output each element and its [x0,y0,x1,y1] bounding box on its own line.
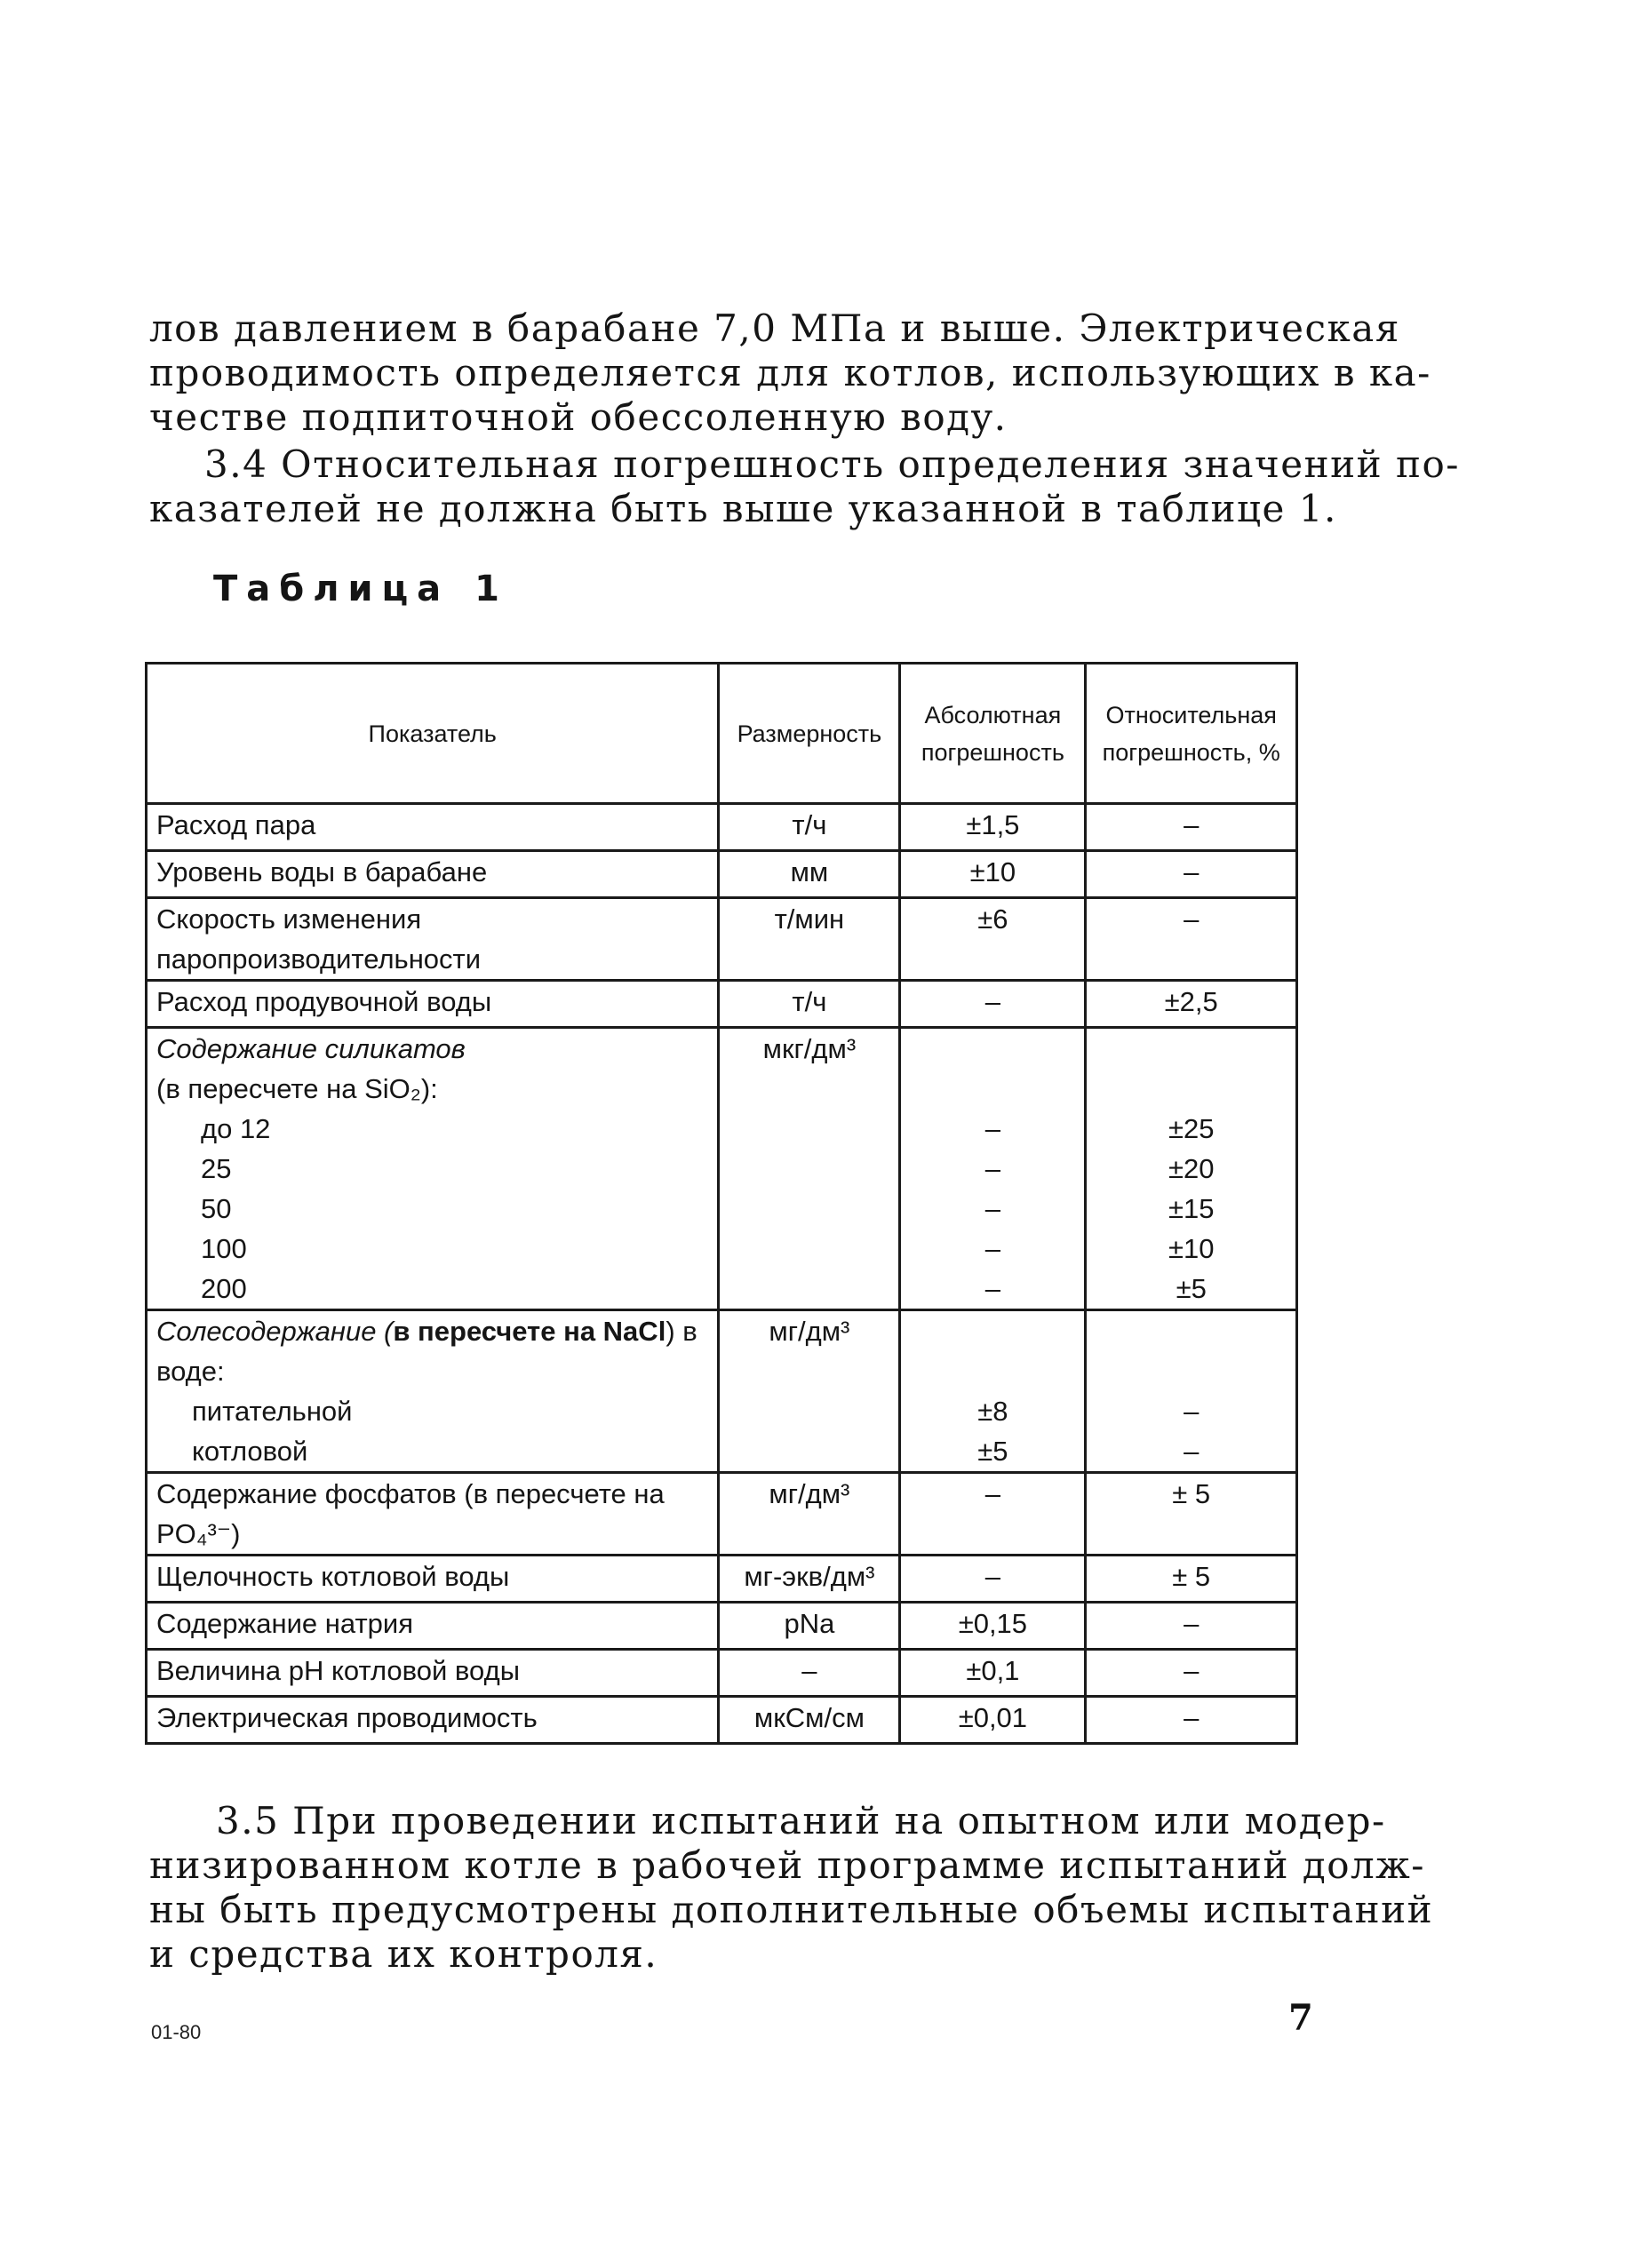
cell-abs: ±0,01 [900,1697,1086,1744]
table-row [147,1028,1297,1310]
indicator-text: Солесодержание ( [156,1316,394,1347]
cell-indicator [147,1473,719,1556]
indicator-line: паропроизводительности [156,943,482,975]
cell-abs: – [900,1473,1086,1556]
cell-unit: – [719,1650,900,1697]
cell-unit: мм [719,851,900,898]
cell-unit: мг/дм³ [719,1473,900,1556]
indicator-line: (в пересчете на SiO₂): [156,1073,438,1104]
table-header-row [147,664,1297,804]
text-line: проводимость определяется для котлов, использующих в ка- [149,351,1431,394]
sub-item-label: 50 [201,1193,232,1224]
indicator-line: Содержание силикатов [156,1033,466,1064]
cell-indicator [147,1028,719,1310]
table-caption-word: Таблица [213,569,450,609]
cell-unit: т/ч [719,981,900,1028]
indicator-text: ) в [666,1316,697,1347]
cell-rel: – [1086,1650,1297,1697]
cell-rel [1086,1310,1297,1473]
sub-item-label: до 12 [201,1113,271,1144]
cell-indicator: Щелочность котловой воды [147,1556,719,1603]
header-relative-error: Относительная погрешность, % [1086,664,1297,804]
cell-rel: ± 5 [1086,1473,1297,1556]
table-row [147,1310,1297,1473]
cell-abs [900,1310,1086,1473]
cell-rel: ±2,5 [1086,981,1297,1028]
sub-abs: – [984,1193,1000,1224]
header-absolute-error: Абсолютная погрешность [900,664,1086,804]
cell-rel: – [1086,804,1297,851]
sub-item-label: котловой [192,1436,308,1467]
table-row [147,981,1297,1028]
cell-rel: – [1086,898,1297,981]
text-line: лов давлением в барабане 7,0 МПа и выше. Электрическая [149,306,1400,350]
text-line: 3.4 Относительная погрешность определения значений по- [204,442,1460,486]
sub-rel: ±20 [1168,1153,1215,1184]
sub-rel: ±10 [1168,1233,1215,1264]
table-row [147,851,1297,898]
section-3-4-paragraph [149,442,1460,531]
document-code: 01-80 [151,2021,202,2043]
cell-abs: – [900,1556,1086,1603]
cell-unit: pNa [719,1603,900,1650]
sub-abs: – [984,1273,1000,1304]
sub-item-label: 25 [201,1153,232,1184]
cell-abs: ±1,5 [900,804,1086,851]
indicator-line: Скорость изменения [156,903,422,935]
text-line: и средства их контроля. [149,1932,658,1976]
section-3-5-paragraph [149,1799,1433,1977]
cell-indicator: Расход продувочной воды [147,981,719,1028]
text-line: низированном котле в рабочей программе испытаний долж- [149,1843,1425,1887]
cell-abs: ±10 [900,851,1086,898]
table-row [147,1650,1297,1697]
sub-rel: ±25 [1168,1113,1215,1144]
table-caption-number: 1 [474,569,509,609]
cell-rel [1086,1028,1297,1310]
cell-abs [900,1028,1086,1310]
text-line: казателей не должна быть выше указанной в таблице 1. [149,487,1337,530]
cell-abs: ±0,1 [900,1650,1086,1697]
intro-paragraph [149,306,1431,440]
table-row [147,1473,1297,1556]
indicator-line [156,1311,708,1351]
indicator-line: Содержание фосфатов (в пересчете на [156,1478,665,1509]
sub-item-label: питательной [192,1396,353,1427]
cell-unit: т/ч [719,804,900,851]
header-indicator: Показатель [147,664,719,804]
sub-item-label: 100 [201,1233,247,1264]
cell-unit: мг/дм³ [719,1310,900,1473]
sub-rel: ±15 [1168,1193,1215,1224]
sub-abs: ±5 [977,1436,1008,1467]
page-number: 7 [1288,1997,1313,2039]
sub-item-label: 200 [201,1273,247,1304]
indicator-line: воде: [156,1356,225,1387]
indicator-line: PO₄³⁻) [156,1518,241,1549]
sub-rel: ±5 [1176,1273,1207,1304]
cell-indicator [147,898,719,981]
text-line: ны быть предусмотрены дополнительные объемы испытаний [149,1888,1434,1931]
tolerance-table [145,662,1298,1745]
cell-unit: мг-экв/дм³ [719,1556,900,1603]
indicator-text-bold: в пересчете на NaCl [393,1316,666,1347]
table-caption [213,569,508,609]
table-row [147,898,1297,981]
cell-rel: – [1086,1697,1297,1744]
cell-rel: – [1086,1603,1297,1650]
table-row [147,804,1297,851]
sub-rel: – [1184,1436,1200,1467]
cell-indicator: Расход пара [147,804,719,851]
text-line: 3.5 При проведении испытаний на опытном или модер- [216,1799,1386,1842]
sub-abs: – [984,1153,1000,1184]
cell-indicator: Уровень воды в барабане [147,851,719,898]
cell-indicator: Электрическая проводимость [147,1697,719,1744]
cell-abs: ±6 [900,898,1086,981]
header-unit: Размерность [719,664,900,804]
cell-abs: – [900,981,1086,1028]
cell-indicator [147,1310,719,1473]
cell-unit: мкСм/см [719,1697,900,1744]
cell-rel: – [1086,851,1297,898]
sub-rel: – [1184,1396,1200,1427]
cell-abs: ±0,15 [900,1603,1086,1650]
sub-abs: – [984,1113,1000,1144]
table-row [147,1556,1297,1603]
cell-indicator: Величина pH котловой воды [147,1650,719,1697]
cell-rel: ± 5 [1086,1556,1297,1603]
sub-abs: ±8 [977,1396,1008,1427]
cell-indicator: Содержание натрия [147,1603,719,1650]
cell-unit: т/мин [719,898,900,981]
text-line: честве подпиточной обессоленную воду. [149,395,1008,439]
table-row [147,1697,1297,1744]
cell-unit: мкг/дм³ [719,1028,900,1310]
sub-abs: – [984,1233,1000,1264]
table-row [147,1603,1297,1650]
